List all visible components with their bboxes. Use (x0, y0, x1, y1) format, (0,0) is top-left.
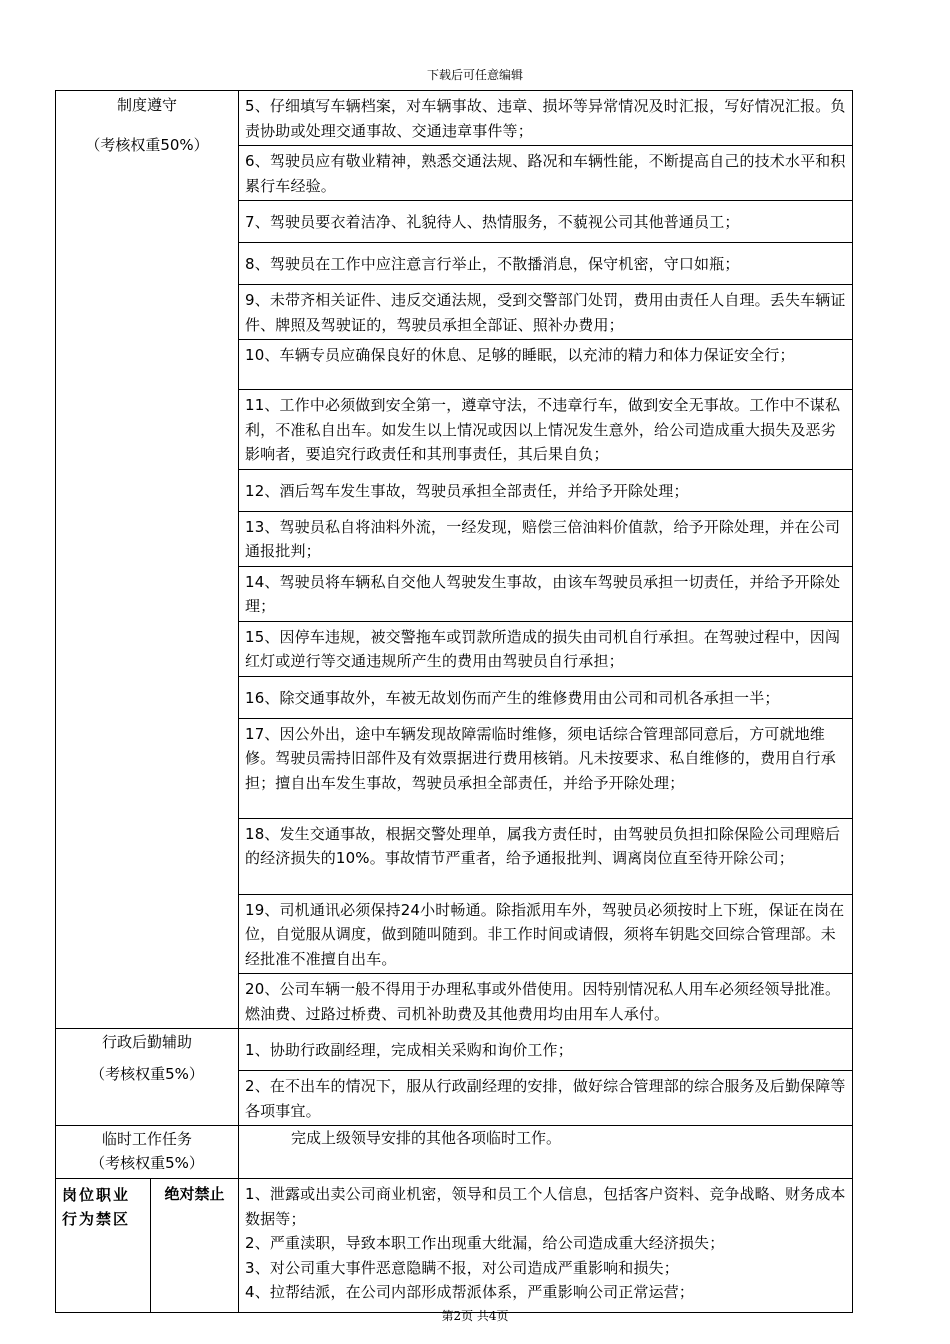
rule-item: 7、驾驶员要衣着洁净、礼貌待人、热情服务，不藐视公司其他普通员工； (239, 201, 853, 243)
forbid-item: 2、严重渎职，导致本职工作出现重大纰漏，给公司造成重大经济损失； (245, 1234, 725, 1252)
rule-item: 11、工作中必须做到安全第一，遵章守法，不违章行车，做到安全无事故。工作中不谋私利，不准私自出车。如发生以上情况或因以上情况发生意外，给公司造成重大损失及恶劣影响者，要追究行政责任和其刑事责任，其后果自负； (239, 390, 853, 470)
forbid-category: 岗位职业行为禁区 (56, 1179, 151, 1313)
rule-item: 16、除交通事故外，车被无故划伤而产生的维修费用由公司和司机各承担一半； (239, 676, 853, 718)
page-header: 下载后可任意编辑 (426, 68, 523, 82)
job-description-table (55, 90, 853, 1313)
rules-title: 制度遵守 (116, 96, 177, 114)
rule-item: 6、驾驶员应有敬业精神，熟悉交通法规、路况和车辆性能，不断提高自己的技术水平和积累行车经验。 (239, 146, 853, 201)
forbid-row (56, 1179, 853, 1313)
admin-row (56, 1029, 853, 1071)
rule-item: 9、未带齐相关证件、违反交通法规，受到交警部门处罚，费用由责任人自理。丢失车辆证件、牌照及驾驶证的，驾驶员承担全部证、照补办费用； (239, 285, 853, 340)
temp-weight: （考核权重5%） (90, 1154, 204, 1172)
rule-item: 5、仔细填写车辆档案，对车辆事故、违章、损坏等异常情况及时汇报，写好情况汇报。负责协助或处理交通事故、交通违章事件等； (239, 91, 853, 146)
temp-title: 临时工作任务 (101, 1130, 192, 1148)
rule-item: 12、酒后驾车发生事故，驾驶员承担全部责任，并给予开除处理； (239, 469, 853, 511)
temp-content: 完成上级领导安排的其他各项临时工作。 (239, 1126, 853, 1179)
rule-item: 17、因公外出，途中车辆发现故障需临时维修，须电话综合管理部同意后，方可就地维修。驾驶员需持旧部件及有效票据进行费用核销。凡未按要求、私自维修的，费用自行承担；擅自出车发生事故，驾驶员承担全部责任，并给予开除处理； (239, 718, 853, 818)
temp-label-cell (56, 1126, 239, 1179)
forbid-item: 4、拉帮结派，在公司内部形成帮派体系，严重影响公司正常运营； (245, 1283, 695, 1301)
rule-item: 8、驾驶员在工作中应注意言行举止，不散播消息，保守机密，守口如瓶； (239, 243, 853, 285)
rule-item: 14、驾驶员将车辆私自交他人驾驶发生事故，由该车驾驶员承担一切责任，并给予开除处理； (239, 566, 853, 621)
rule-item: 20、公司车辆一般不得用于办理私事或外借使用。因特别情况私人用车必须经领导批准。燃油费、过路过桥费、司机补助费及其他费用均由用车人承付。 (239, 974, 853, 1029)
admin-item: 2、在不出车的情况下，服从行政副经理的安排，做好综合管理部的综合服务及后勤保障等各项事宜。 (239, 1071, 853, 1126)
rule-item: 10、车辆专员应确保良好的休息、足够的睡眠，以充沛的精力和体力保证安全行； (239, 340, 853, 390)
rule-item: 15、因停车违规，被交警拖车或罚款所造成的损失由司机自行承担。在驾驶过程中，因闯红灯或逆行等交通违规所产生的费用由驾驶员自行承担； (239, 621, 853, 676)
page-footer: 第2页 共4页 (441, 1309, 509, 1323)
admin-weight: （考核权重5%） (90, 1065, 204, 1083)
rule-item: 13、驾驶员私自将油料外流，一经发现，赔偿三倍油料价值款，给予开除处理，并在公司通报批判； (239, 511, 853, 566)
admin-title: 行政后勤辅助 (101, 1033, 192, 1051)
temp-row (56, 1126, 853, 1179)
rule-item: 18、发生交通事故，根据交警处理单，属我方责任时，由驾驶员负担扣除保险公司理赔后的经济损失的10%。事故情节严重者，给予通报批判、调离岗位直至待开除公司； (239, 818, 853, 894)
admin-label-cell (56, 1029, 239, 1126)
forbid-content (239, 1179, 853, 1313)
admin-item: 1、协助行政副经理，完成相关采购和询价工作； (239, 1029, 853, 1071)
forbid-item: 1、泄露或出卖公司商业机密，领导和员工个人信息，包括客户资料、竞争战略、财务成本数据等； (245, 1185, 846, 1228)
rules-weight: （考核权重50%） (85, 136, 209, 154)
forbid-item: 3、对公司重大事件恶意隐瞒不报，对公司造成严重影响和损失； (245, 1258, 679, 1277)
rules-label-cell (56, 91, 239, 1029)
forbid-subcategory: 绝对禁止 (151, 1179, 239, 1313)
rule-row (56, 91, 853, 146)
rule-item: 19、司机通讯必须保持24小时畅通。除指派用车外，驾驶员必须按时上下班，保证在岗在位，自觉服从调度，做到随叫随到。非工作时间或请假，须将车钥匙交回综合管理部。未经批准不准擅自出车。 (239, 894, 853, 974)
